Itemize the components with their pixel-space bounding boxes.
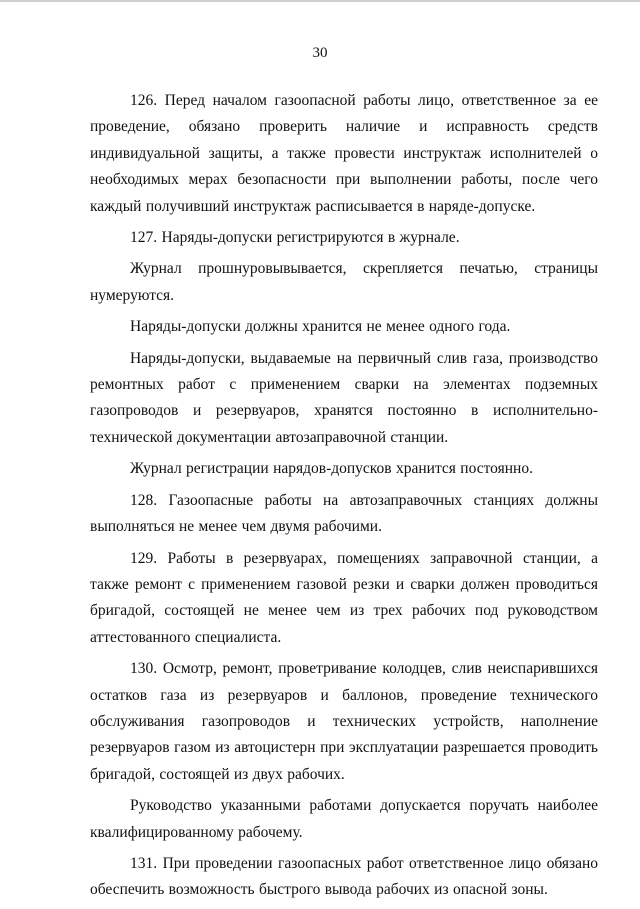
paragraph-127: 127. Наряды-допуски регистрируются в журнале.: [130, 229, 460, 247]
document-body: [90, 88, 598, 909]
paragraph-journal-binding: Журнал прошнуровывывается, скрепляется печатью, страницы нумеруются.: [90, 260, 598, 304]
paragraph-supervision: Руководство указанными работами допускается поручать наиболее квалифицированному рабочему.: [90, 797, 598, 841]
page-top-edge: [0, 0, 640, 2]
paragraph-permit-storage: Наряды-допуски должны хранится не менее одного года.: [130, 318, 511, 336]
paragraph-126: 126. Перед началом газоопасной работы лицо, ответственное за ее проведение, обязано проверить наличие и исправность средств индивидуальной защиты, а также провести инструктаж исполнителей о необходимых мерах безопасности при выполнении работы, после чего каждый получивший инструктаж расписывается в наряде-допуске.: [90, 92, 598, 215]
paragraph-128: 128. Газоопасные работы на автозаправочных станциях должны выполняться не менее чем двумя рабочими.: [90, 491, 598, 536]
paragraph-131: 131. При проведении газоопасных работ ответственное лицо обязано обеспечить возможность быстрого вывода рабочих из опасной зоны.: [90, 854, 598, 899]
paragraph-129: 129. Работы в резервуарах, помещениях заправочной станции, а также ремонт с применением газовой резки и сварки должен проводиться бригадой, состоящей не менее чем из трех рабочих под руководством аттестованного специалиста.: [90, 549, 598, 646]
paragraph-130: 130. Осмотр, ремонт, проветривание колодцев, слив неиспарившихся остатков газа из резервуаров и баллонов, проведение технического обслуживания газопроводов и технических устройств, наполнение резервуаров газом из автоцистерн при эксплуатации разрешается проводить бригадой, состоящей из двух рабочих.: [90, 660, 598, 783]
page-number: 30: [312, 45, 328, 61]
paragraph-permit-archive: Наряды-допуски, выдаваемые на первичный слив газа, производство ремонтных работ с применением сварки на элементах подземных газопроводов и резервуаров, хранятся постоянно в исполнительно-технической документации автозаправочной станции.: [90, 349, 598, 446]
paragraph-journal-storage: Журнал регистрации нарядов-допусков хранится постоянно.: [130, 460, 533, 478]
